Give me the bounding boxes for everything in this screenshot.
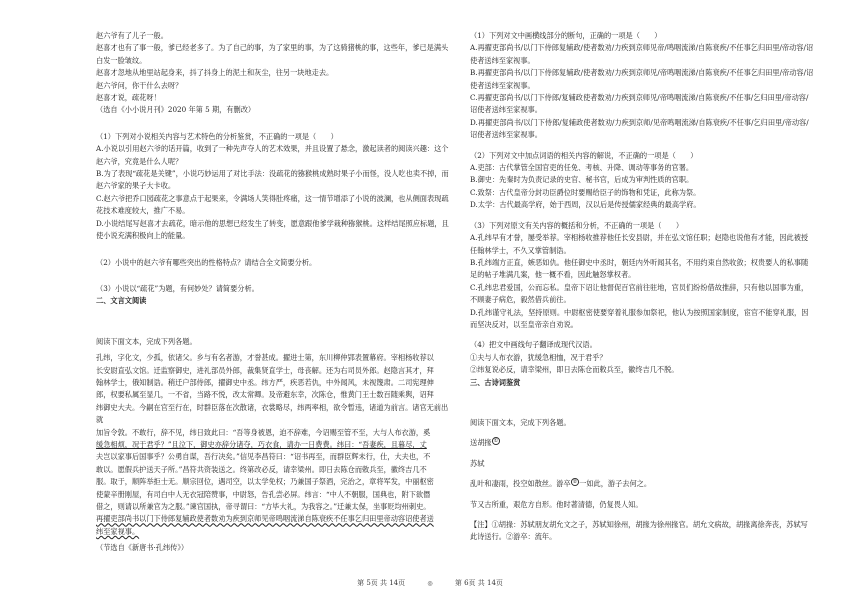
option-c: C.孔纬忠君爱国，公而忘私。皇帝下诏让他督促百官前往驻地，官员们纷纷借故推辞，只有他以国事为重，不顾妻子病危，毅然借兵前往。 — [470, 282, 809, 305]
story-paragraph: 赵喜才也有了事一般，爹已经老多了。为了自己的事，为了家里的事，为了这骑猪桃的事，这些年，爹已是满头白发一脸皱纹。 — [96, 43, 449, 65]
passage-line: 纬御史大夫。今嗣在官至行在，时群臣落在次散诸，衣裳略尽，纬两率相，欲令暂违，诸道为前言。诸官无前出就 — [96, 402, 449, 425]
question-stem: （1）下列对小说相关内容与艺术特色的分析鉴赏，不正确的一项是（ ） — [96, 131, 338, 141]
passage-line-wavy: 纬至家视事。 — [96, 526, 140, 536]
right-column — [470, 30, 815, 544]
passage-source: （节选自《新唐书·孔纬传》） — [96, 543, 189, 553]
poem-author: 苏轼 — [470, 458, 485, 468]
reading-instruction: 阅读下面文本，完成下列各题。 — [96, 336, 197, 346]
option-d: D.再擢吏部尚书/以门下侍郎/复辅政使者数劝/力疾到京师/见帝鸣咽流涕/自陈衰疾/不任事/乞归田里/帝动容/诏使者送纬至家视事。 — [470, 117, 809, 140]
translate-sentence: ②纬复说必反，请幸梁州，即日去陈仓而敕兵至，徽终吉几不脱。 — [470, 365, 679, 375]
section-heading: 二、文言文阅读 — [96, 296, 147, 306]
passage-line-underlined: 缓急相烦，况于君乎？”且泣下，御史亦辞分诸夺，巧衣食，请办一日费费。纬曰：“吾妻疾，且暮尽，丈 — [96, 439, 427, 449]
question-2: （2）小说中的赵六爷有哪些突出的性格特点？请结合全文简要分析。 — [96, 257, 317, 267]
passage-line-wavy: 再擢吏部尚书以门下侍郎复辅政使者数劝为疾到京师见帝鸣咽流涕自陈衰疾不任事乞归田里帝动容诏使者送 — [96, 514, 434, 524]
source-note: （选自《小小说月刊》2020 年第 5 期，有删改） — [96, 105, 256, 115]
option-c: C.致祭：古代皇帝分封功臣爵位时要赐给臣子的饰物和凭证，此称为祭。 — [470, 187, 701, 197]
option-d: D.小说结尾写赵喜才去疏花，暗示他的思想已经发生了转变，愿意跟他爹学栽种猕猴桃。这样结尾照应标题，且使小说充满积极向上的能量。 — [96, 218, 449, 241]
passage-line: 翰林学士，俄知制诰。稍迁户部侍郎，擢御史中丞。纬方严，疾恶若仇，中外闻风，未视篾肃。二司宪理伸 — [96, 377, 434, 387]
footnote-marker: ① — [493, 437, 499, 444]
passage-line: 郎，权要私属至显几，一不省，当路不悦，改太常卿。及帝避东幸，次陈仓，惟黄门王士数百随乘舆，诏拜 — [96, 390, 434, 400]
option-d: D.太学：古代最高学府，始于西周，汉以后是传授儒家经典的最高学府。 — [470, 200, 701, 210]
poem-line — [470, 478, 815, 490]
question-stem: （3）下列对原文有关内容的概括和分析，不正确的一项是（ ） — [470, 220, 684, 230]
option-b: B.为了表现“疏花是关键”，小说巧妙运用了对比手法：没疏花的猕猴桃成熟时果子小而怪，没人吃也卖不掉，而赵六爷家的果子大卡收。 — [96, 169, 449, 191]
poem-line-text: 一如此，游子去何之。 — [579, 479, 652, 489]
passage-line: 服。取于，顺阵举拒士无。顺宗回位，遇司空，以太学免权；乃兼国子祭酒，完治之，章将军发，中丽枢密 — [96, 477, 434, 487]
section-heading: 三、古诗词鉴赏 — [470, 377, 521, 387]
passage-line: 敢以。愿假兵护送天子所。”昌符共资装送之。终第改必反，请幸梁州。即日去陈仓而敕兵至，徽终吉几不 — [96, 464, 427, 474]
option-a: A.吏部：古代掌管全国官吏的任免、考核、升降、调动等事务的官署。 — [470, 163, 694, 173]
passage-line: 长安尉直弘文馆。迁监察御史，进礼部员外郎，裁集贤直学士，母丧解。还为右司员外郎。赵隐言其才，拜 — [96, 365, 434, 375]
poem-line: 节又古所重，艰危方自形。他时著清德，仍复畏人知。 — [470, 499, 643, 509]
option-b: B.御史：先秦时为负责记录的史官、秘书官，后成为审判性质的官职。 — [470, 175, 694, 185]
left-page-number: 第 5页 共 14页 — [357, 579, 406, 587]
poem-title — [470, 437, 815, 449]
poem-notes: 【注】①胡掾：苏轼朋友胡允文之子，苏轼知徐州，胡掾为徐州掾官。胡允文病故，胡掾离徐奔丧，苏轼写 — [470, 520, 808, 529]
reading-instruction: 阅读下面文本，完成下列各题。 — [470, 417, 571, 427]
option-c: C.赵六爷把乔口园疏花之事意点于起果来，令满场人笑得肚疼痛，这一情节增添了小说的波澜，也从侧面表现疏花技术难度较大，推广不易。 — [96, 193, 449, 216]
right-page-number: 第 6页 共 14页 — [454, 579, 503, 587]
option-b: B.孔纬端方正直，嫉恶如仇。他任御史中丞时，朝廷内外听闻其名，不用约束自然收敛；权贵要人的私事随足的帖子堆满几案，他一概不看，因此触怒掌权者。 — [470, 257, 809, 280]
poem-notes: 此诗送行。②游卒：流年。 — [470, 532, 557, 542]
question-stem: （2）下列对文中加点词语的相关内容的解说，不正确的一项是（ ） — [470, 150, 698, 160]
story-paragraph: 赵六爷问，你干什么去呀？ — [96, 80, 183, 90]
passage-line: 加旨令敦。不敢行，辞不见，纬日致此曰：“吾等身被恩，迫不辞难，今诏赐至管不至，大与人布衣游，奚 — [96, 427, 431, 437]
option-a: A.孔纬早有才誉，屡受举荐。宰相杨收推荐他任长安县尉，并在弘文馆任职；赵隐也说他有才能，因此被授任翰林学士，不久又掌管制诰。 — [470, 233, 809, 255]
question-3: （3）小说以“疏花”为题，有何妙处？请简要分析。 — [96, 283, 259, 293]
passage-line: 借之，则请以所兼官为之服。”谏官国执，帝寻谓曰：“方毕大礼，为我容之。”迁兼太保，坐事贬均州刺史。 — [96, 502, 431, 511]
passage-line: 孔纬，字化文，少孤，依诸父。乡与有名者游，才誉甚成。擢进士第，东川柳仲郢表置幕府。宰相杨收荐以 — [96, 353, 434, 363]
poem-line-text: 乱叶和凄雨，投空如散丝。游卒 — [470, 479, 571, 489]
option-b: B.再擢吏部尚书/以门下侍郎复辅政/使者数劝/力疾到京师见/帝鸣咽流涕/自陈衰疾/不任事乞归田里/帝动容/诏使者送纬至家视事。 — [470, 68, 814, 90]
left-column — [96, 30, 452, 555]
story-paragraph: 赵喜才说，疏花呀！ — [96, 93, 161, 103]
passage-line: 使蒙辛册刚屋，有司白中人无衣冠陪赞事，中尉怒，告孔尝必屏。纬言：“中人不朝服，国典也，附下欲僭 — [96, 489, 431, 499]
option-a: A.再擢吏部尚书/以门下侍郎复辅政/使者数劝/力疾到京师见帝/鸣咽流涕/自陈衰疾/不任事乞归田里/帝动容/诏使者送纬至家视事。 — [470, 43, 814, 65]
story-paragraph: 赵喜才忽地从地里站起身来，抖了抖身上的泥土和灰尘，往另一块地走去。 — [96, 68, 334, 78]
option-d: D.孔纬谨守礼法，坚持原则。中尉枢密使要穿着礼服参加祭祀，他认为按照国家制度，宦官不能穿礼服，因而坚决反对，以至皇帝亲自劝说。 — [470, 307, 809, 329]
translate-sentence: ①夫与人布衣游，犹缓急相恤，况于君乎？ — [470, 352, 607, 362]
option-c: C.再擢吏部尚书/以门下侍郎/复辅政使者数劝/力疾到京师见/帝鸣咽流涕/自陈衰疾/不任事/乞归田里/帝动容/诏使者送纬至家视事。 — [470, 93, 809, 115]
story-paragraph: 赵六爷有了儿子一般。 — [96, 31, 168, 40]
question-stem: （1）下列对文中画横线部分的断句，正确的一项是（ ） — [470, 31, 662, 40]
footnote-marker: ② — [572, 478, 578, 485]
question-stem: （4）把文中画线句子翻译成现代汉语。 — [470, 340, 597, 350]
poem-title-text: 送胡掾 — [470, 438, 492, 448]
passage-line: 夫岂以家事后国事乎？公勇自谋，吾行决矣。”信见李昌符曰：“诏书再至，而群臣辉未行，仕，大夫也，不 — [96, 452, 431, 462]
divider-icon: ◎ — [427, 580, 433, 587]
page-footer — [0, 578, 860, 588]
option-a: A.小说以引用赵六爷的话开篇，收到了一种先声夺人的艺术效果，并且设置了悬念，激起读者的阅读兴趣：这个赵六爷，究竟是什么人呢？ — [96, 144, 449, 166]
